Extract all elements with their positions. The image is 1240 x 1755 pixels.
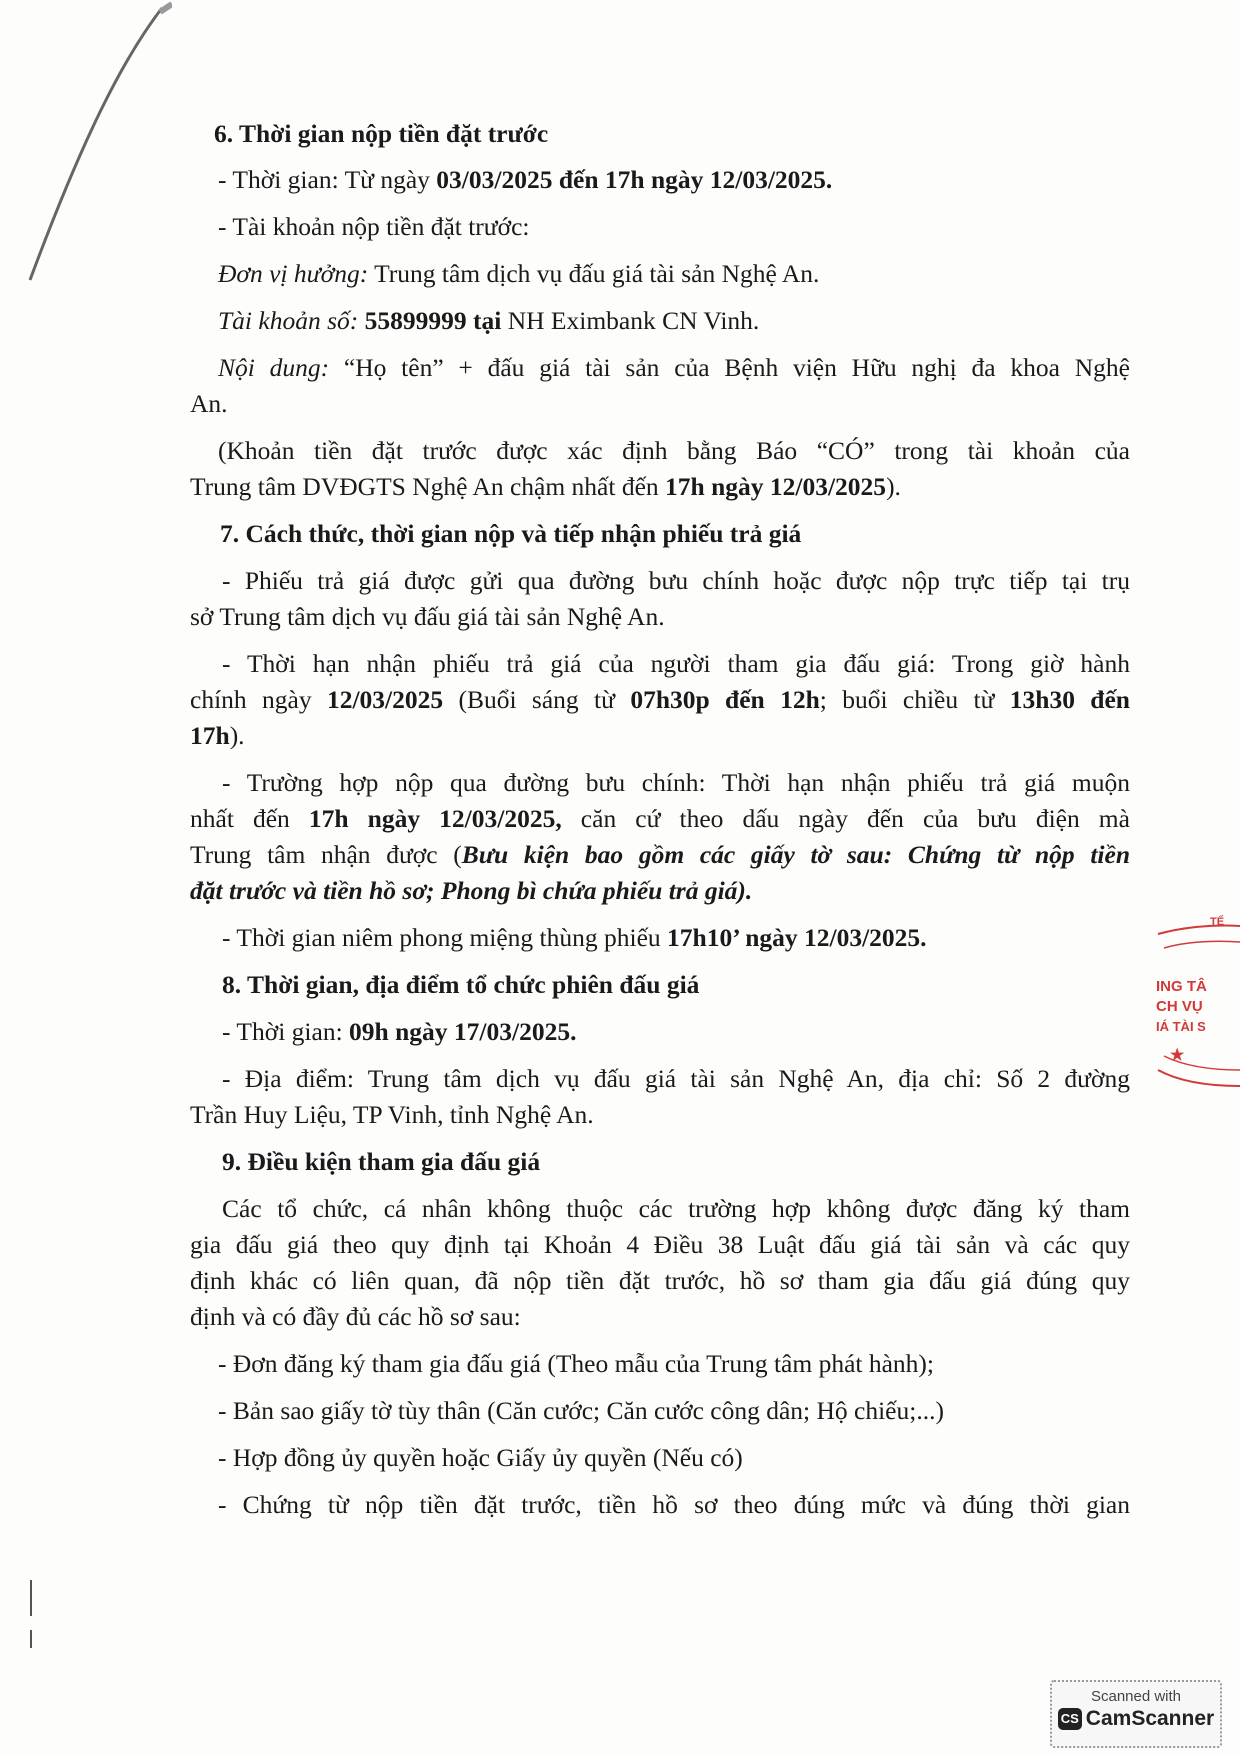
s9-p-line-2: gia đấu giá theo quy định tại Khoản 4 Điều 38 Luật đấu giá tài sản và các quy: [190, 1230, 1130, 1259]
text: Trung tâm nhận được (: [190, 840, 462, 869]
watermark-brand-row: [1052, 1707, 1220, 1731]
s7-p3-line-4: đặt trước và tiền hồ sơ; Phong bì chứa phiếu trả giá).: [190, 876, 753, 905]
s6-note-line-2: [190, 469, 1130, 505]
binder-mark: [30, 1580, 32, 1616]
account-number-label: Tài khoản số:: [218, 306, 359, 335]
section-7-heading: 7. Cách thức, thời gian nộp và tiếp nhận phiếu trả giá: [220, 519, 802, 548]
scan-edge-mark: [22, 0, 172, 290]
text: - Thời gian niêm phong miệng thùng phiếu: [222, 923, 668, 952]
s9-p-line-3: định khác có liên quan, đã nộp tiền đặt trước, hồ sơ tham gia đấu giá đúng quy: [190, 1266, 1130, 1295]
stamp-line-2: ING TÂ: [1156, 978, 1207, 995]
stamp-line-1: TẾ: [1210, 916, 1225, 928]
s7-p2-line-1: - Thời hạn nhận phiếu trả giá của người tham gia đấu giá: Trong giờ hành: [222, 649, 1130, 678]
text: ; buổi chiều từ: [819, 685, 1010, 714]
s8-place-line-1: - Địa điểm: Trung tâm dịch vụ đấu giá tài sản Nghệ An, địa chỉ: Số 2 đường: [222, 1064, 1130, 1093]
stamp-line-3: CH VỤ: [1156, 998, 1203, 1015]
s7-p3-line-1: - Trường hợp nộp qua đường bưu chính: Thời hạn nhận phiếu trả giá muộn: [222, 768, 1130, 797]
s6-beneficiary: [212, 256, 1130, 292]
s6-time: [212, 162, 1130, 198]
s8-place-line-2: Trần Huy Liệu, TP Vinh, tỉnh Nghệ An.: [190, 1100, 594, 1129]
s7-p4: [212, 920, 1130, 956]
s7-p3-line-2: [190, 801, 1130, 837]
watermark-brand: CamScanner: [1085, 1707, 1215, 1730]
deadline: 17h ngày 12/03/2025,: [308, 804, 562, 833]
s9-item-3: - Hợp đồng ủy quyền hoặc Giấy ủy quyền (Nếu có): [218, 1443, 743, 1472]
note-deadline: 17h ngày 12/03/2025: [665, 472, 887, 501]
s7-p3-line-3: [190, 837, 1130, 873]
afternoon-hours: 13h30 đến: [1009, 685, 1130, 714]
auction-time: 09h ngày 17/03/2025.: [349, 1017, 577, 1046]
parcel-contents: Bưu kiện bao gồm các giấy tờ sau: Chứng từ nộp tiền: [461, 840, 1131, 869]
seal-time: 17h10’ ngày 12/03/2025.: [667, 923, 927, 952]
text: nhất đến: [190, 804, 309, 833]
star-icon: ★: [1170, 1047, 1185, 1064]
section-9-heading: 9. Điều kiện tham gia đấu giá: [222, 1147, 541, 1176]
note-text: Trung tâm DVĐGTS Nghệ An chậm nhất đến: [190, 472, 666, 501]
s6-content: [212, 350, 1130, 386]
content-label: Nội dung:: [218, 353, 330, 382]
s6-note-line-1: (Khoản tiền đặt trước được xác định bằng Báo “CÓ” trong tài khoản của: [218, 436, 1130, 465]
stamp-line-4: IÁ TÀI S: [1156, 1019, 1206, 1034]
beneficiary-value: Trung tâm dịch vụ đấu giá tài sản Nghệ An.: [368, 259, 820, 288]
s7-p2-line-3: [190, 718, 1130, 754]
s9-p-line-1: Các tổ chức, cá nhân không thuộc các trường hợp không được đăng ký tham: [222, 1194, 1130, 1223]
text: chính ngày: [190, 685, 327, 714]
document-body: [190, 112, 1131, 1523]
text: (Buổi sáng từ: [443, 685, 631, 714]
text: - Thời gian:: [222, 1017, 350, 1046]
bank-name: NH Eximbank CN Vinh.: [501, 306, 760, 335]
s6-content-line-2: An.: [190, 389, 228, 418]
s9-item-2: - Bản sao giấy tờ tùy thân (Căn cước; Căn cước công dân; Hộ chiếu;...): [218, 1396, 944, 1425]
camscanner-watermark: [1050, 1680, 1222, 1748]
watermark-caption: Scanned with: [1090, 1688, 1182, 1705]
s7-p1-line-2: sở Trung tâm dịch vụ đấu giá tài sản Nghệ An.: [190, 602, 665, 631]
s9-p-line-4: định và có đầy đủ các hồ sơ sau:: [190, 1302, 521, 1331]
s9-item-1: - Đơn đăng ký tham gia đấu giá (Theo mẫu của Trung tâm phát hành);: [218, 1349, 934, 1378]
content-line-1: “Họ tên” + đấu giá tài sản của Bệnh viện Hữu nghị đa khoa Nghệ: [329, 353, 1130, 382]
s7-p2-line-2: [190, 682, 1130, 718]
section-8-heading: 8. Thời gian, địa điểm tổ chức phiên đấu giá: [222, 970, 700, 999]
account-number-value: 55899999 tại: [358, 306, 502, 335]
text: ).: [229, 721, 245, 750]
date: 12/03/2025: [326, 685, 444, 714]
s7-p1-line-1: - Phiếu trả giá được gửi qua đường bưu chính hoặc được nộp trực tiếp tại trụ: [222, 566, 1130, 595]
s6-time-value: 03/03/2025 đến 17h ngày 12/03/2025.: [436, 165, 833, 194]
binder-mark: [30, 1630, 32, 1648]
beneficiary-label: Đơn vị hưởng:: [218, 259, 369, 288]
official-stamp: [1150, 916, 1240, 1130]
note-close: ).: [886, 472, 901, 501]
text: căn cứ theo dấu ngày đến của bưu điện mà: [561, 804, 1130, 833]
s6-time-label: - Thời gian: Từ ngày: [218, 165, 437, 194]
s6-account-number: [212, 303, 1130, 339]
camscanner-logo-icon: CS: [1058, 1708, 1082, 1730]
morning-hours: 07h30p đến 12h: [630, 685, 820, 714]
s9-item-4: - Chứng từ nộp tiền đặt trước, tiền hồ sơ theo đúng mức và đúng thời gian: [218, 1490, 1130, 1519]
s8-time: [212, 1014, 1130, 1050]
s6-account-label: - Tài khoản nộp tiền đặt trước:: [218, 212, 530, 241]
hour: 17h: [190, 721, 230, 750]
section-6-heading: 6. Thời gian nộp tiền đặt trước: [214, 119, 549, 148]
